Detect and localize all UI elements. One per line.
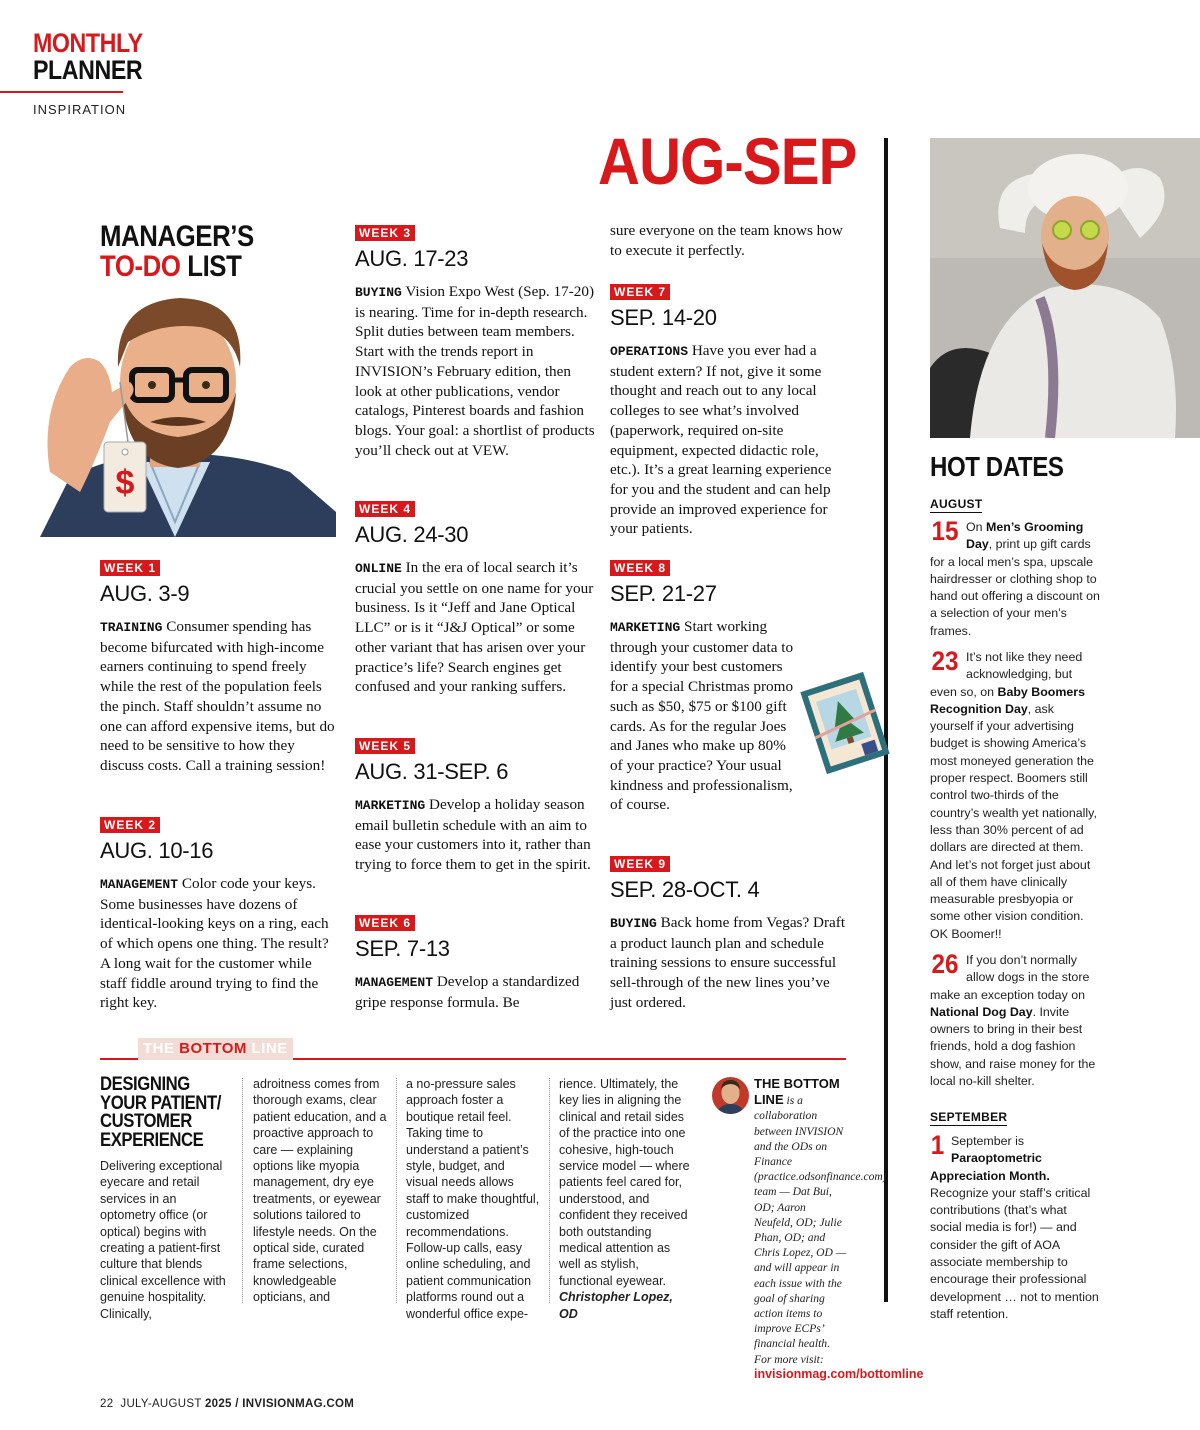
hot-date-pre: September is [951,1134,1025,1148]
bottom-line-col2: adroitness comes from thorough exams, clear patient education, and a proactive approach to care — explaining options like myopia management, dry eye treatments, or eyewear solutions tailored to lifestyle needs. On the optical side, curated frame selections, knowledgeable opticians, and [253,1077,387,1305]
week-3 [355,224,595,460]
hot-date-pre: On [966,520,987,534]
bottom-line-link[interactable]: invisionmag.com/bottomline [754,1366,924,1381]
hot-date-item [930,516,1100,640]
hot-date-post: Recognize your staff’s critical contributions (that’s what social media is for!) — and consider the gift of AOA associate membership to encourage their professional development … not to mention staff retention. [930,1185,1099,1321]
week-keyword: MARKETING [355,798,426,813]
hot-date-day: 23 [931,646,959,676]
week-text: Develop a holiday season email bulletin schedule with an aim to ease your customers into it, rather than trying to force them to get in the spirit. [355,796,591,874]
hot-date-event: Men’s Grooming Day [966,520,1084,552]
week-keyword: ONLINE [355,561,402,576]
week-body [100,617,340,776]
week-tag: WEEK 4 [355,501,415,517]
week-date: SEP. 7-13 [355,936,450,961]
bottom-line-headline: DESIGNING YOUR PATIENT/ CUSTOMER EXPERIENCE [100,1074,221,1151]
week-keyword: MANAGEMENT [355,975,434,990]
week-date: AUG. 3-9 [100,581,190,606]
week-keyword: MANAGEMENT [100,877,179,892]
hot-date-post: , ask yourself if your advertising budget is showing America’s most moneyed generation the proper respect. Boomers still control two-thirds of the country’s wealth yet nationally, less than 30% percent of ad dollars are directed at them. And let’s not forget just about all of them have clinically measurable presbyopia or some other vision condition. OK Boomer!! [930,701,1097,941]
week-keyword: MARKETING [610,620,681,635]
week-5 [355,737,595,875]
column-rule [396,1078,397,1303]
bottom-line-col3: a no-pressure sales approach foster a boutique retail feel. Taking time to understand a patient’s style, budget, and visual needs allows staff to make thoughtful, customized recommendations. Follow-up calls, easy online scheduling, and patient communication platforms round out a wonderful office expe- [406,1077,540,1321]
week-6-continuation: sure everyone on the team knows how to execute it perfectly. [610,222,843,259]
hot-date-pre: If you don’t normally allow dogs in the store make an exception today on [930,953,1090,1002]
brand-line-1: MONTHLY [33,28,143,58]
page-footer [100,1398,354,1410]
week-text: Color code your keys. Some businesses have dozens of identical-looking keys on a ring, each of which opens one thing. The result? A long wait for the customer while staff fiddle around trying to find the right key. [100,875,329,1012]
bottom-line-col1: Delivering exceptional eyecare and retail services in an optometry office (or optical) begins with creating a patient-first culture that blends clinical excellence with genuine hospitality. Clinically, [100,1159,226,1321]
week-keyword: BUYING [610,916,657,931]
hot-date-day: 26 [931,949,959,979]
week-body [355,972,595,1012]
hot-date-post: , print up gift cards for a local men’s spa, upscale hairdresser or clothing shop to hand out offering a discount on a selection of your men’s frames. [930,537,1100,638]
spa-photo [930,138,1200,438]
week-tag: WEEK 6 [355,915,415,931]
month-label-september: SEPTEMBER [930,1110,1008,1124]
hot-date-item [930,646,1100,943]
week-text: Start working through your customer data to identify your best customers for a special Christmas promo such as $50, $75 or $100 gift cards. As for the regular Joes and Janes who make up 80% of your practice? Your usual kindness and professionalism, of course. [610,618,794,814]
week-tag: WEEK 8 [610,560,670,576]
week-date: AUG. 24-30 [355,522,469,547]
week-text: Develop a standardized gripe response formula. Be [355,973,580,1011]
week-tag: WEEK 3 [355,225,415,241]
hot-date-item [930,949,1100,1090]
planner-brand [33,30,143,84]
week-1 [100,559,340,776]
manager-illustration [0,272,336,537]
week-body [355,282,595,460]
tag-word-2: BOTTOM [179,1040,247,1057]
week-keyword: OPERATIONS [610,344,689,359]
section-label: INSPIRATION [33,102,127,117]
hot-date-pre: It’s not like they need acknowledging, but even so, on [930,650,1083,699]
week-9 [610,855,850,1013]
week-body [610,913,850,1013]
hot-date-day: 15 [931,516,959,546]
week-tag: WEEK 7 [610,284,670,300]
week-text: Consumer spending has become bifurcated with high-income earners continuing to spend freely while the rest of the population feels the pinch. Staff shouldn’t assume no one can afford expensive items, but do need to be sensitive to how they discuss costs. Call a training session! [100,618,335,774]
week-body [610,341,850,539]
list-title-red: TO-DO [100,250,181,283]
week-date: SEP. 28-OCT. 4 [610,877,760,902]
list-title-rest: LIST [180,250,242,283]
hot-dates-title: HOT DATES [930,451,1064,482]
week-6 [355,914,595,1012]
header-rule [0,91,123,93]
side-text: is a collaboration between INVISION and the ODs on Finance (practice.odsonfinance.com) team — Dat Bui, OD; Aaron Neufeld, OD; Julie Phan, OD; and Chris Lopez, OD — and will appear in each issue with the goal of sharing action items to improve ECPs’ financial health. For more visit: [754,1094,887,1366]
week-tag: WEEK 5 [355,738,415,754]
tag-word-3: LINE [246,1040,288,1057]
week-keyword: BUYING [355,285,402,300]
hot-date-event: Paraoptometric Appreciation Month. [930,1151,1050,1183]
hot-date-day: 1 [930,1130,945,1160]
hot-date-item [930,1130,1100,1323]
col4-text: rience. Ultimately, the key lies in aligning the clinical and retail sides of the practice into one cohesive, high-touch service model — where patients feel cared for, understood, and confident they received both outstanding medical attention as well as stylish, functional eyewear. [559,1077,690,1288]
issue-label: JULY-AUGUST [120,1398,202,1410]
column-rule [549,1078,550,1303]
month-label-august: AUGUST [930,497,983,511]
week-body [610,617,796,815]
week-text: In the era of local search it’s crucial you settle on one name for your business. Is it “Jeff and Jane Optical LLC” or is it “J&J Optical” or some other variant that has arisen over your practice’s life? Search engines get confused and your ranking suffers. [355,559,594,696]
side-title: THE BOTTOM LINE [754,1076,840,1108]
week-8 [610,559,850,815]
week-date: AUG. 17-23 [355,246,469,271]
week-date: AUG. 31-SEP. 6 [355,759,509,784]
svg-text:$: $ [115,464,135,502]
issue-year: 2025 [204,1398,232,1410]
week-body [355,558,595,697]
week-tag: WEEK 1 [100,560,160,576]
site-name: / INVISIONMAG.COM [231,1398,355,1410]
week-date: SEP. 21-27 [610,581,717,606]
week-text: Vision Expo West (Sep. 17-20) is nearing. Time for in-depth research. Split duties between team members. Start with the trends report in INVISION’s February edition, then look at other publications, vendor catalogs, Pinterest boards and fashion blogs. Your goal: a shortlist of products you’ll check out at VEW. [355,283,595,459]
week-body [355,795,595,875]
week-2 [100,816,340,1013]
bottom-line-col4 [559,1076,695,1322]
hot-dates-september [930,1108,1007,1126]
hot-date-post: . Invite owners to bring in their best friends, hold a dog fashion show, and raise money for the local no-kill shelter. [930,1004,1096,1089]
week-body [100,874,340,1013]
week-date: AUG. 10-16 [100,838,214,863]
page-number: 22 [100,1398,114,1410]
week-4 [355,500,595,697]
hot-dates-august [930,495,982,513]
week-7 [610,283,850,539]
bottom-line-info [712,1076,924,1382]
brand-line-2: PLANNER [33,55,143,85]
tag-word-1: THE [143,1040,180,1057]
column-rule [242,1078,243,1303]
week-keyword: TRAINING [100,620,163,635]
week-tag: WEEK 2 [100,817,160,833]
hot-date-event: National Dog Day [930,1004,1033,1019]
page-title: AUG-SEP [598,124,857,198]
week-date: SEP. 14-20 [610,305,717,330]
bottom-line-tag [138,1038,293,1060]
week-text: Back home from Vegas? Draft a product launch plan and schedule training sessions to ensure successful sell-through of the new lines you’ve just ordered. [610,914,846,1011]
week-text: Have you ever had a student extern? If not, give it some thought and reach out to any local colleges to see what’s involved (paperwork, required on-site equipment, expected didactic role, etc.). It’s a great learning experience for you and the student and can help provide an improved experience for your patients. [610,342,832,538]
hot-date-event: Baby Boomers Recognition Day [930,684,1085,716]
author-name: Christopher Lopez, OD [559,1290,673,1321]
list-title-line1: MANAGER’S [100,220,254,253]
week-tag: WEEK 9 [610,856,670,872]
